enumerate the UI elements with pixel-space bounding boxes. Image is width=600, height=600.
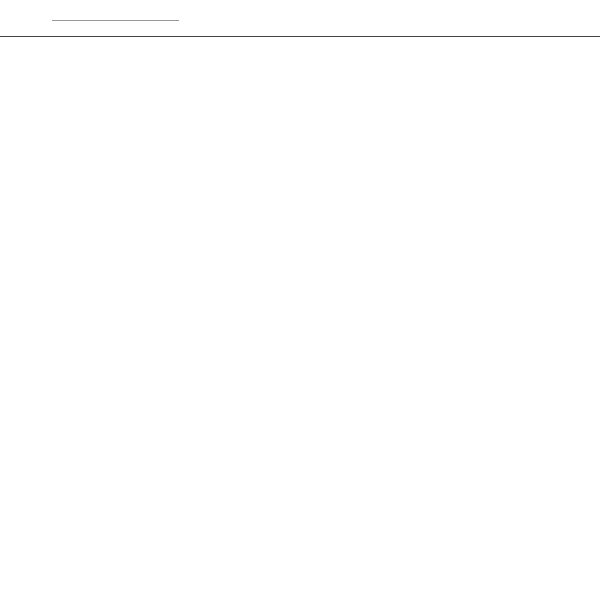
header-row <box>0 0 600 22</box>
table-top-border <box>0 36 600 37</box>
subheader-row <box>52 22 179 36</box>
header-divider <box>52 20 179 21</box>
